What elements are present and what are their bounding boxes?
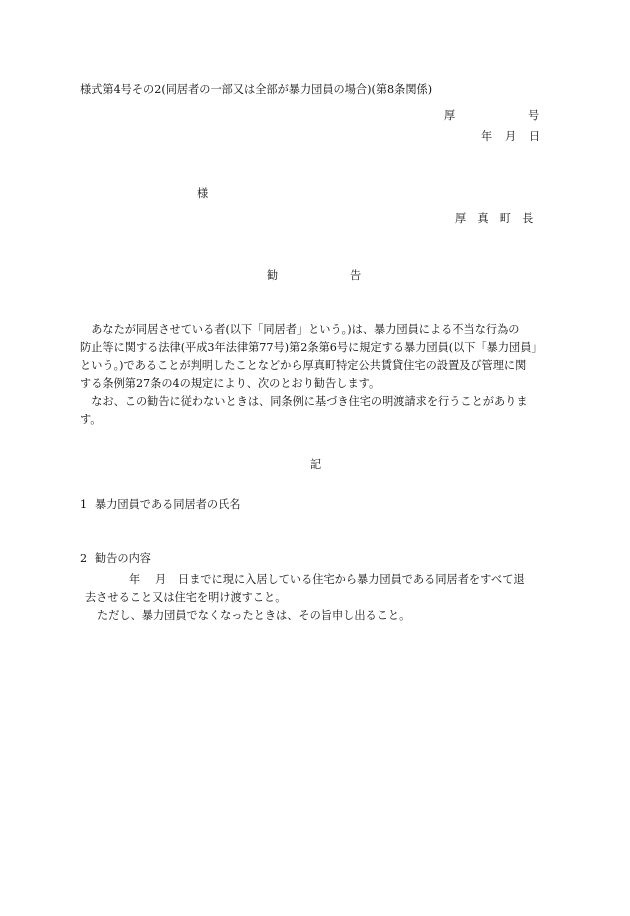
item-1-number: 1 (80, 498, 88, 511)
date-month: 月 (505, 130, 517, 143)
body-line: という。)であることが判明したことなどから厚真町特定公共賃貸住宅の設置及び管理に関 (80, 359, 527, 372)
number-prefix: 厚 (444, 109, 456, 122)
body-line: なお、この勧告に従わないときは、同条例に基づき住宅の明渡請求を行うことがありま (80, 395, 528, 408)
item-2-year: 年 (129, 573, 141, 586)
item-2-day-text: 日までに現に入居している住宅から暴力団員である同居者をすべて退 (178, 573, 525, 586)
item-2-number: 2 (80, 552, 88, 565)
body-line: する条例第27条の4の規定により、次のとおり勧告します。 (80, 377, 381, 390)
document-title-char-2: 告 (350, 269, 362, 282)
sender-title: 厚 真 町 長 (455, 212, 534, 225)
body-line: あなたが同居させている者(以下「同居者」という。)は、暴力団員による不当な行為の (80, 323, 520, 336)
document-title-char-1: 勧 (267, 269, 279, 282)
date-day: 日 (529, 130, 541, 143)
body-line: す。 (80, 413, 102, 426)
item-2-line-2: 去させること又は住宅を明け渡すこと。 (85, 591, 287, 604)
body-paragraph-2 (80, 393, 550, 429)
item-2-month: 月 (155, 573, 167, 586)
body-line: 防止等に関する法律(平成3年法律第77号)第2条第6号に規定する暴力団員(以下「暴力団員」 (80, 341, 543, 354)
body-paragraph-1 (80, 321, 550, 393)
form-title: 様式第4号その2(同居者の一部又は全部が暴力団員の場合)(第8条関係) (80, 83, 433, 96)
item-2-line-3: ただし、暴力団員でなくなったときは、その旨申し出ること。 (97, 609, 411, 622)
item-1-label: 暴力団員である同居者の氏名 (95, 498, 241, 511)
date-year: 年 (481, 130, 493, 143)
ki-heading: 記 (310, 458, 322, 471)
item-2-label: 勧告の内容 (95, 552, 151, 565)
number-suffix: 号 (528, 109, 540, 122)
addressee-honorific: 様 (197, 187, 209, 200)
